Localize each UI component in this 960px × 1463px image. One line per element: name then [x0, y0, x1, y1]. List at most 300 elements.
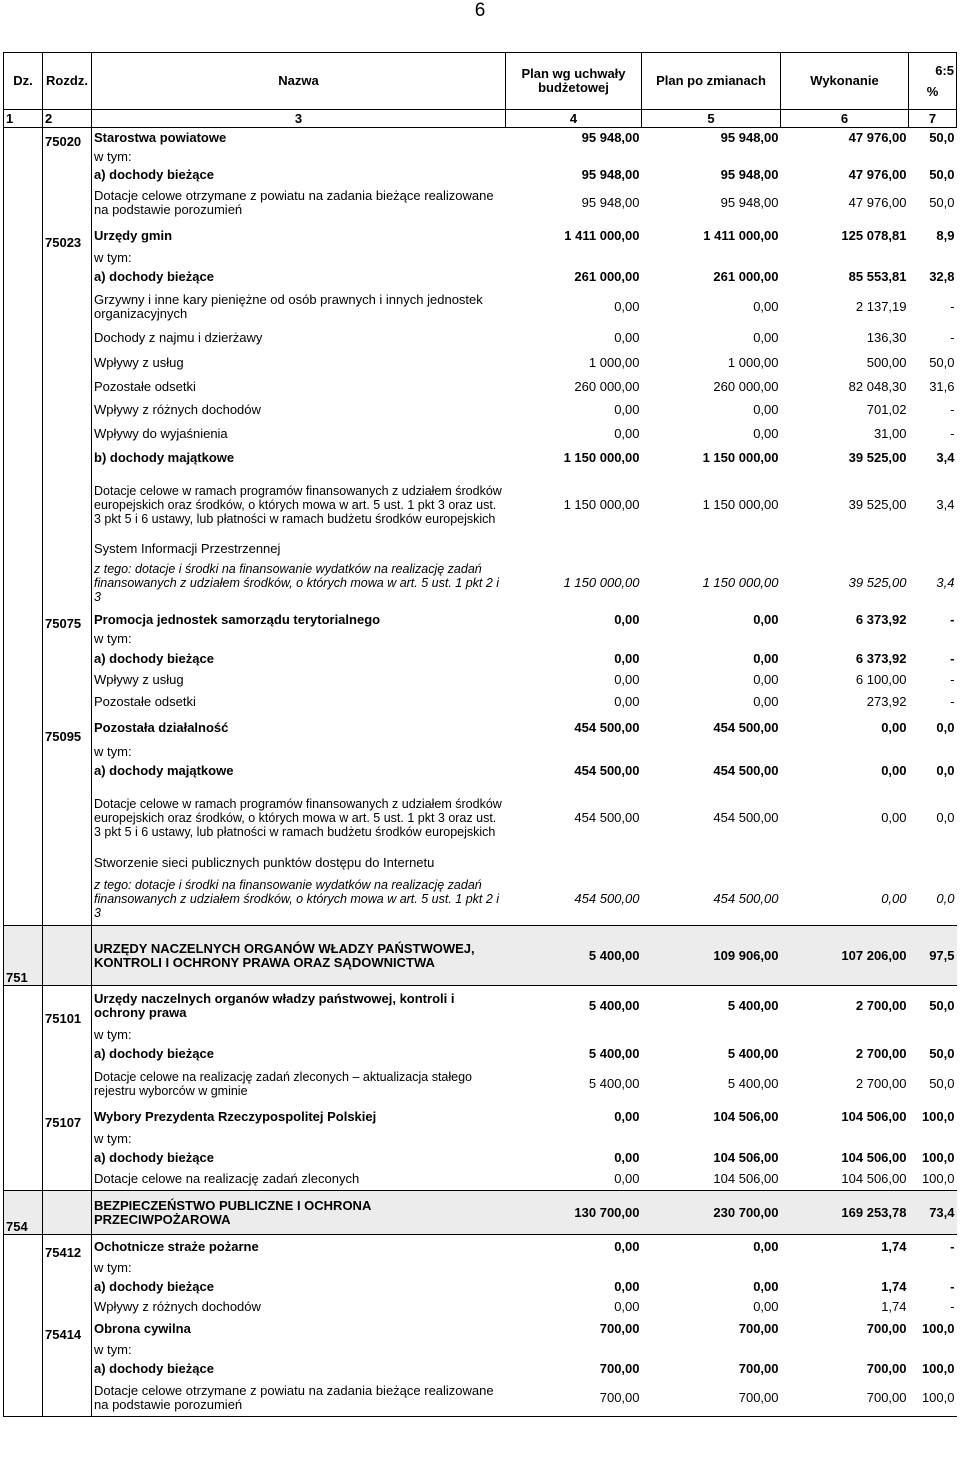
chapter-code [43, 375, 92, 399]
execution-percent: 50,0 [929, 997, 955, 1013]
table-row [4, 1148, 957, 1169]
division-code [4, 783, 43, 853]
chapter-code [43, 266, 92, 288]
chapter-code [43, 1130, 92, 1148]
execution: 47 976,00 [848, 130, 907, 146]
plan-budget: 0,00 [614, 425, 640, 441]
execution-percent [909, 853, 957, 873]
execution-percent: 0,0 [936, 720, 955, 735]
division-code [4, 1235, 43, 1260]
plan-budget: 1 150 000,00 [563, 496, 640, 512]
execution: 104 506,00 [841, 1171, 907, 1187]
plan-budget: 0,00 [614, 693, 640, 709]
table-row [4, 1297, 957, 1317]
row-name: Urzędy naczelnych organów władzy państwowej, kontroli i ochrony prawa [94, 990, 455, 1020]
chapter-code [43, 185, 92, 222]
execution-percent: 73,4 [909, 1191, 957, 1235]
plan-budget [506, 744, 642, 760]
chapter-code [43, 422, 92, 446]
plan-budget: 5 400,00 [506, 926, 642, 986]
execution: 2 137,19 [855, 298, 907, 314]
chapter-code [43, 1358, 92, 1380]
execution-percent [909, 540, 957, 558]
execution: 2 700,00 [855, 997, 907, 1013]
table-row [4, 1317, 957, 1342]
execution-percent: 50,0 [929, 167, 955, 182]
execution [781, 149, 909, 166]
table-row [4, 986, 957, 1026]
chapter-code [43, 1297, 92, 1317]
table-row [4, 648, 957, 670]
plan-budget [506, 250, 642, 266]
table-row [4, 422, 957, 446]
table-row [4, 470, 957, 540]
division-code [4, 558, 43, 609]
division-code [4, 1148, 43, 1169]
execution: 0,00 [881, 890, 907, 906]
division-code [4, 266, 43, 288]
plan-amended: 0,00 [753, 330, 779, 345]
plan-amended: 0,00 [753, 402, 779, 417]
division-code [4, 326, 43, 351]
division-code [4, 691, 43, 713]
table-row [4, 873, 957, 926]
table-row [4, 351, 957, 375]
execution: 169 253,78 [781, 1191, 909, 1235]
chapter-code [43, 648, 92, 670]
plan-amended: 0,00 [753, 693, 779, 709]
division-code [4, 446, 43, 470]
division-code [4, 873, 43, 926]
table-row [4, 250, 957, 266]
table-row [4, 1064, 957, 1105]
execution-percent: - [950, 611, 955, 627]
plan-budget: 95 948,00 [581, 167, 640, 182]
plan-amended: 109 906,00 [642, 926, 781, 986]
row-name: b) dochody majątkowe [94, 449, 235, 465]
plan-amended: 104 506,00 [713, 1171, 779, 1187]
execution [781, 1026, 909, 1044]
plan-budget: 0,00 [614, 650, 640, 666]
plan-amended: 1 000,00 [727, 354, 779, 370]
division-code [4, 631, 43, 648]
table-row [4, 166, 957, 185]
execution-percent: 0,0 [936, 890, 955, 906]
plan-budget: 95 948,00 [581, 195, 640, 210]
plan-amended: 260 000,00 [713, 378, 779, 394]
division-code [4, 853, 43, 873]
division-code [4, 149, 43, 166]
chapter-code [43, 1277, 92, 1297]
col-number: 3 [92, 110, 506, 128]
division-code [4, 1044, 43, 1064]
row-name: Wpływy z różnych dochodów [94, 402, 261, 417]
chapter-code [43, 670, 92, 691]
execution-percent [909, 1130, 957, 1148]
plan-budget [506, 540, 642, 558]
execution: 6 373,92 [855, 650, 907, 666]
execution: 1,74 [881, 1239, 907, 1255]
plan-budget: 0,00 [614, 1298, 640, 1314]
plan-budget: 1 150 000,00 [563, 449, 640, 465]
plan-budget: 5 400,00 [588, 997, 640, 1013]
row-name: a) dochody bieżące [94, 1045, 214, 1061]
division-code [4, 1277, 43, 1297]
plan-amended [642, 744, 781, 760]
execution-percent: - [950, 693, 955, 709]
division-code [4, 128, 43, 149]
table-row [4, 926, 957, 986]
execution-percent: 3,4 [936, 575, 955, 590]
execution-percent: 8,9 [936, 227, 955, 243]
plan-amended: 95 948,00 [720, 167, 779, 182]
plan-amended: 0,00 [753, 298, 779, 314]
division-code [4, 1105, 43, 1130]
execution-percent: 97,5 [909, 926, 957, 986]
execution: 1,74 [881, 1298, 907, 1314]
row-name: a) dochody bieżące [94, 650, 214, 666]
plan-amended: 454 500,00 [713, 890, 779, 906]
execution-percent: 50,0 [929, 1045, 955, 1061]
table-row [4, 783, 957, 853]
row-name: Wpływy z usług [94, 354, 184, 370]
row-name: Urzędy gmin [94, 227, 173, 243]
plan-amended [642, 853, 781, 873]
execution: 31,00 [873, 425, 907, 441]
execution-percent: 100,0 [921, 1150, 955, 1165]
division-code [4, 222, 43, 250]
table-row [4, 540, 957, 558]
table-row [4, 1105, 957, 1130]
plan-amended [642, 540, 781, 558]
row-name: Pozostałe odsetki [94, 693, 196, 709]
plan-budget: 1 150 000,00 [563, 575, 640, 590]
division-code [4, 1026, 43, 1044]
chapter-code: 75020 [43, 128, 92, 149]
table-row [4, 185, 957, 222]
row-name: a) dochody bieżące [94, 1278, 214, 1294]
chapter-code [43, 399, 92, 422]
execution: 2 700,00 [855, 1076, 907, 1091]
row-name: Grzywny i inne kary pieniężne od osób prawnych i innych jednostek organizacyjnych [94, 291, 483, 321]
row-name: Stworzenie sieci publicznych punktów dostępu do Internetu [94, 854, 435, 870]
division-code [4, 1317, 43, 1342]
row-name: URZĘDY NACZELNYCH ORGANÓW WŁADZY PAŃSTWOWEJ, KONTROLI I OCHRONY PRAWA ORAZ SĄDOWNICTWA [92, 926, 506, 986]
header-ratio: 6:5 [935, 63, 954, 78]
row-name: Pozostałe odsetki [94, 378, 196, 394]
plan-amended: 104 506,00 [713, 1109, 779, 1124]
row-name: Dotacje celowe na realizację zadań zleconych – aktualizacja stałego rejestru wyborców w gminie [94, 1070, 472, 1098]
plan-budget: 454 500,00 [574, 890, 640, 906]
chapter-code [43, 1044, 92, 1064]
division-code [4, 351, 43, 375]
execution-percent: 0,0 [936, 809, 955, 825]
row-name: Dotacje celowe otrzymane z powiatu na zadania bieżące realizowane na podstawie porozumień [94, 188, 494, 217]
execution: 104 506,00 [841, 1150, 907, 1165]
chapter-code [43, 1064, 92, 1105]
table-row [4, 128, 957, 149]
division-code [4, 1358, 43, 1380]
chapter-code: 75095 [43, 713, 92, 744]
plan-amended [642, 1130, 781, 1148]
plan-budget: 0,00 [614, 1171, 640, 1187]
table-row [4, 1380, 957, 1417]
execution-percent: - [950, 650, 955, 666]
execution: 1,74 [881, 1278, 907, 1294]
header-nazwa: Nazwa [92, 53, 506, 110]
row-name: Ochotnicze straże pożarne [94, 1239, 259, 1255]
chapter-code [43, 926, 92, 986]
execution [781, 1260, 909, 1277]
division-code [4, 609, 43, 631]
plan-budget: 454 500,00 [574, 720, 640, 735]
execution-percent: 50,0 [929, 130, 955, 146]
execution-percent: 100,0 [909, 1380, 957, 1417]
division-code [4, 1130, 43, 1148]
execution [781, 1130, 909, 1148]
plan-amended: 0,00 [753, 1298, 779, 1314]
chapter-code [43, 540, 92, 558]
plan-amended: 230 700,00 [642, 1191, 781, 1235]
plan-budget: 1 411 000,00 [564, 227, 640, 243]
chapter-code [43, 288, 92, 326]
chapter-code [43, 760, 92, 783]
execution: 0,00 [881, 763, 907, 778]
plan-budget: 0,00 [614, 1239, 640, 1255]
header-percent [909, 53, 957, 110]
plan-budget: 5 400,00 [588, 1076, 640, 1091]
table-row [4, 1277, 957, 1297]
plan-amended: 700,00 [738, 1360, 779, 1376]
execution [781, 744, 909, 760]
chapter-code: 75023 [43, 222, 92, 250]
row-name: a) dochody bieżące [94, 167, 214, 182]
execution: 0,00 [881, 809, 907, 825]
execution [781, 853, 909, 873]
division-code [4, 1064, 43, 1105]
execution-percent [909, 1260, 957, 1277]
plan-amended: 454 500,00 [713, 809, 779, 825]
plan-amended: 454 500,00 [713, 763, 779, 778]
table-row [4, 1191, 957, 1235]
execution: 125 078,81 [841, 227, 907, 243]
row-name: z tego: dotacje i środki na finansowanie wydatków na realizację zadań finansowanych z udziałem środków, o których mowa w art. 5 ust. 1 pkt 2 i 3 [94, 877, 500, 920]
table-row [4, 1235, 957, 1260]
division-code [4, 1297, 43, 1317]
plan-amended: 5 400,00 [727, 997, 779, 1013]
row-name: Dotacje celowe w ramach programów finansowanych z udziałem środków europejskich oraz środków, o których mowa w art. 5 ust. 1 pkt 3 oraz ust. 3 pkt 5 i 6 ustawy, lub płatności w ramach budżetu środków europejskich [94, 796, 502, 839]
table-row [4, 326, 957, 351]
header-plan-zmianach: Plan po zmianach [642, 53, 781, 110]
division-code [4, 540, 43, 558]
plan-amended: 700,00 [642, 1380, 781, 1417]
col-number: 2 [43, 110, 92, 128]
plan-amended: 0,00 [753, 672, 779, 687]
table-row [4, 1169, 957, 1191]
plan-budget: 700,00 [599, 1360, 640, 1376]
row-name: a) dochody bieżące [94, 268, 214, 284]
plan-budget [506, 631, 642, 648]
chapter-code [43, 783, 92, 853]
execution-percent [909, 631, 957, 648]
plan-budget [506, 1260, 642, 1277]
execution-percent [909, 1342, 957, 1358]
row-name: w tym: [94, 1341, 132, 1357]
division-code [4, 1169, 43, 1191]
row-name: Promocja jednostek samorządu terytorialnego [94, 611, 381, 627]
table-row [4, 853, 957, 873]
execution-percent: 50,0 [929, 195, 955, 210]
col-number: 6 [781, 110, 909, 128]
plan-amended: 95 948,00 [720, 195, 779, 210]
table-row [4, 1130, 957, 1148]
chapter-code [43, 1260, 92, 1277]
division-code [4, 470, 43, 540]
chapter-code [43, 558, 92, 609]
table-row [4, 1260, 957, 1277]
plan-amended [642, 1026, 781, 1044]
division-code [4, 250, 43, 266]
plan-budget: 0,00 [614, 330, 640, 345]
chapter-code [43, 166, 92, 185]
execution-percent: 100,0 [921, 1171, 955, 1187]
plan-budget: 0,00 [614, 1150, 640, 1165]
plan-amended: 0,00 [753, 611, 779, 627]
col-number: 7 [909, 110, 957, 128]
plan-budget [506, 1342, 642, 1358]
division-code [4, 648, 43, 670]
header-rozdz: Rozdz. [43, 53, 92, 110]
division-code [4, 1342, 43, 1358]
chapter-code [43, 691, 92, 713]
execution: 136,30 [866, 330, 907, 345]
table-body [4, 128, 957, 1417]
plan-amended [642, 631, 781, 648]
division-code [4, 288, 43, 326]
execution [781, 631, 909, 648]
chapter-code: 75412 [43, 1235, 92, 1260]
execution: 82 048,30 [848, 378, 907, 394]
plan-amended: 5 400,00 [727, 1076, 779, 1091]
execution-percent: - [950, 330, 955, 345]
row-name: Dotacje celowe otrzymane z powiatu na zadania bieżące realizowane na podstawie porozumień [92, 1380, 506, 1417]
chapter-code [43, 1169, 92, 1191]
table-row [4, 558, 957, 609]
plan-budget [506, 1130, 642, 1148]
execution-percent [909, 149, 957, 166]
plan-amended [642, 1260, 781, 1277]
chapter-code [43, 149, 92, 166]
division-code [4, 1380, 43, 1417]
plan-budget: 0,00 [614, 1278, 640, 1294]
header-plan-uchwaly: Plan wg uchwały budżetowej [506, 53, 642, 110]
plan-amended [642, 1342, 781, 1358]
chapter-code: 75414 [43, 1317, 92, 1342]
header-percent-sign: % [926, 84, 939, 99]
plan-budget: 130 700,00 [506, 1191, 642, 1235]
table-row [4, 222, 957, 250]
header-dz: Dz. [4, 53, 43, 110]
budget-table [3, 52, 957, 1417]
execution-percent: 3,4 [936, 496, 955, 512]
table-row [4, 609, 957, 631]
execution: 39 525,00 [848, 496, 907, 512]
plan-amended: 5 400,00 [727, 1045, 779, 1061]
execution: 700,00 [866, 1321, 907, 1336]
plan-amended [642, 149, 781, 166]
chapter-code [43, 250, 92, 266]
row-name: a) dochody majątkowe [94, 763, 234, 778]
column-numbers-row [4, 110, 957, 128]
chapter-code [43, 326, 92, 351]
execution: 85 553,81 [848, 268, 907, 284]
execution-percent [909, 744, 957, 760]
execution: 500,00 [866, 354, 907, 370]
plan-amended: 95 948,00 [720, 130, 779, 146]
row-name: System Informacji Przestrzennej [94, 540, 281, 556]
plan-budget: 0,00 [614, 672, 640, 687]
execution-percent: 50,0 [929, 1076, 955, 1091]
execution-percent: 100,0 [921, 1321, 955, 1336]
execution-percent: 3,4 [936, 449, 955, 465]
plan-amended: 104 506,00 [713, 1150, 779, 1165]
row-name: Dochody z najmu i dzierżawy [94, 330, 263, 345]
plan-budget: 454 500,00 [574, 763, 640, 778]
table-row [4, 446, 957, 470]
plan-amended: 1 150 000,00 [702, 575, 779, 590]
page-number: 6 [474, 0, 486, 21]
division-code [4, 1260, 43, 1277]
row-name: w tym: [94, 743, 132, 759]
plan-amended: 454 500,00 [713, 720, 779, 735]
row-name: w tym: [94, 1026, 132, 1042]
execution-percent: 0,0 [936, 763, 955, 778]
row-name: z tego: dotacje i środki na finansowanie wydatków na realizację zadań finansowanych z udziałem środków, o których mowa w art. 5 ust. 1 pkt 2 i 3 [94, 562, 500, 604]
plan-amended: 0,00 [753, 650, 779, 666]
division-code [4, 166, 43, 185]
chapter-code [43, 1342, 92, 1358]
chapter-code [43, 351, 92, 375]
plan-amended: 1 150 000,00 [702, 496, 779, 512]
execution-percent: 100,0 [921, 1360, 955, 1376]
execution: 6 100,00 [855, 672, 907, 687]
plan-amended: 0,00 [753, 1239, 779, 1255]
division-code [4, 422, 43, 446]
chapter-code [43, 1148, 92, 1169]
division-code [4, 185, 43, 222]
execution: 0,00 [881, 720, 907, 735]
plan-budget: 261 000,00 [574, 268, 640, 284]
row-name: Dotacje celowe w ramach programów finansowanych z udziałem środków europejskich oraz środków, o których mowa w art. 5 ust. 1 pkt 3 oraz ust. 3 pkt 5 i 6 ustawy, lub płatności w ramach budżetu środków europejskich [94, 483, 502, 526]
execution: 39 525,00 [848, 449, 907, 465]
plan-budget: 95 948,00 [581, 130, 640, 146]
chapter-code [43, 744, 92, 760]
plan-amended: 1 150 000,00 [702, 449, 779, 465]
plan-budget: 0,00 [614, 402, 640, 417]
plan-amended: 261 000,00 [713, 268, 779, 284]
execution-percent: 50,0 [929, 354, 955, 370]
col-number: 5 [642, 110, 781, 128]
execution: 273,92 [866, 693, 907, 709]
execution-percent: - [950, 672, 955, 687]
division-code [4, 744, 43, 760]
chapter-code [43, 631, 92, 648]
table-row [4, 1026, 957, 1044]
row-name: w tym: [94, 1130, 132, 1146]
execution: 700,00 [781, 1380, 909, 1417]
table-row [4, 744, 957, 760]
plan-budget: 0,00 [614, 1109, 640, 1124]
